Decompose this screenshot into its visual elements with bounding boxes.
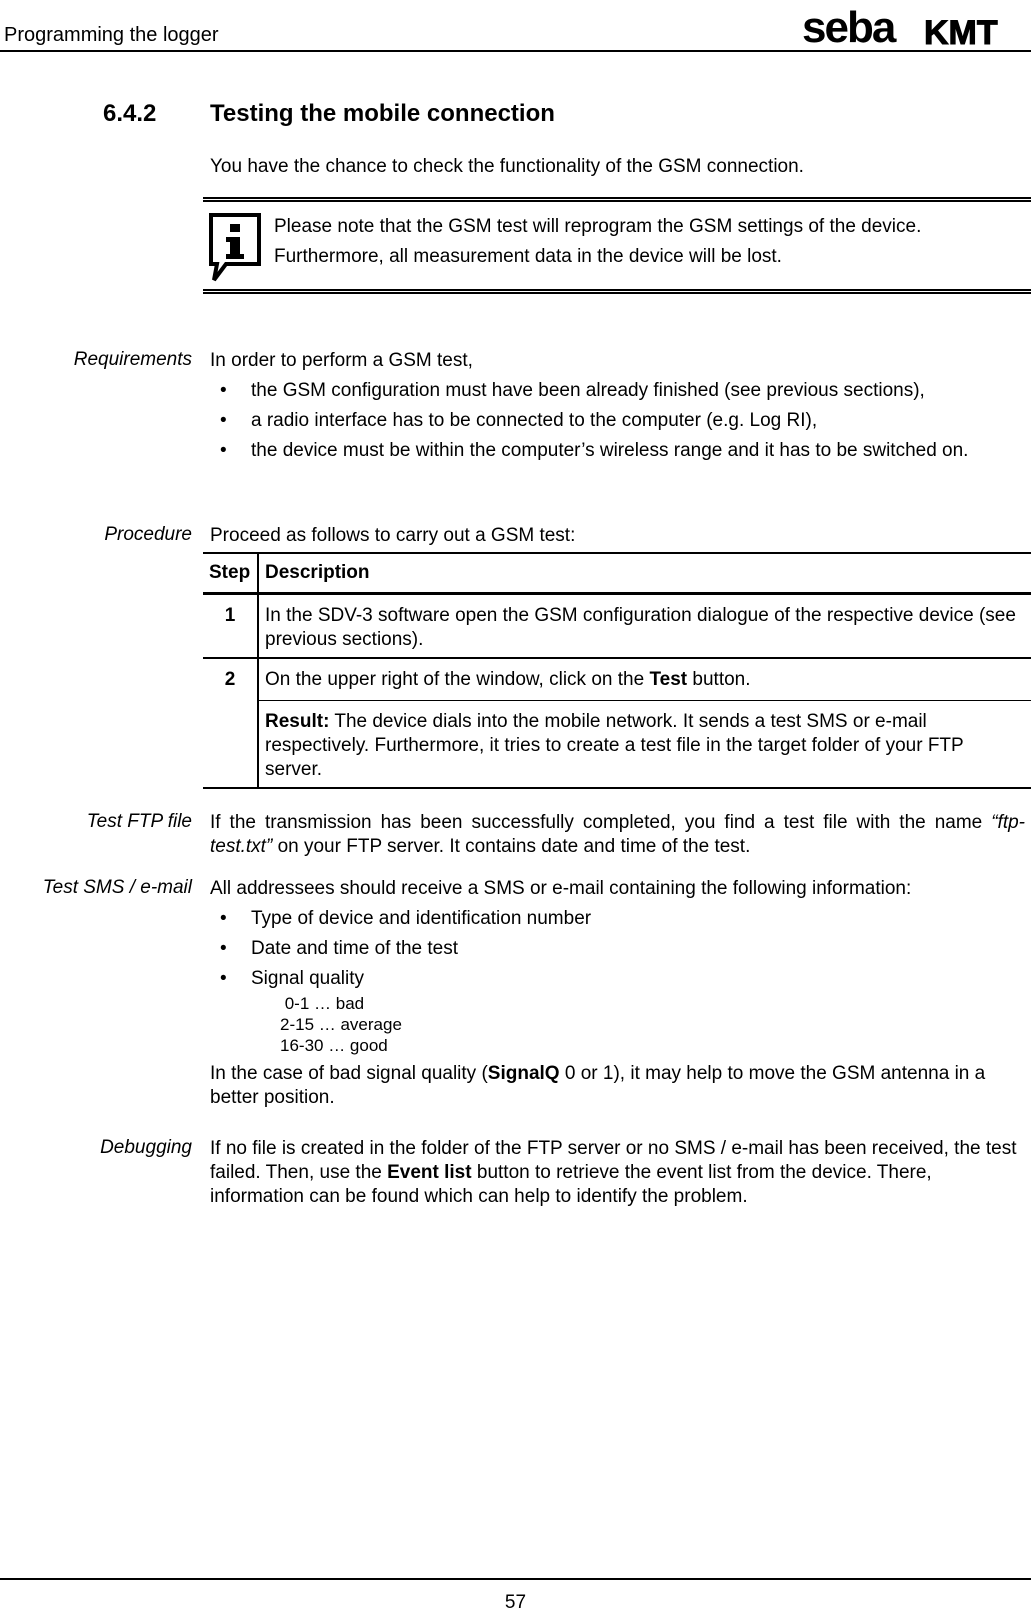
note-line-1: Please note that the GSM test will reprogram the GSM settings of the device. xyxy=(274,216,922,237)
steps-table xyxy=(203,552,1031,789)
note-text xyxy=(274,212,1014,272)
debugging-label: Debugging xyxy=(100,1137,192,1158)
test-ftp-text xyxy=(210,811,1025,859)
procedure-label: Procedure xyxy=(104,524,192,545)
header-divider xyxy=(0,50,1031,52)
requirements-block xyxy=(210,349,1025,469)
signal-note-text: In the case of bad signal quality ( xyxy=(210,1063,488,1084)
debug-text: button to retrieve the event list from the device. There, information can be found which can help to identify the problem. xyxy=(210,1162,932,1207)
signal-quality-average: 2-15 … average xyxy=(280,1015,402,1034)
signal-note xyxy=(210,1062,1025,1110)
column-header-description: Description xyxy=(258,553,1031,594)
logo-text-left: seba xyxy=(802,6,895,50)
ftp-text: on your FTP server. It contains date and time of the test. xyxy=(272,836,751,857)
debug-text: If no file is created in the folder of the FTP server or no SMS / e-mail has been received, the test failed. Then, use the xyxy=(210,1138,1017,1183)
seba-kmt-logo xyxy=(802,6,1024,50)
step-description xyxy=(258,658,1031,701)
info-icon xyxy=(208,212,262,284)
list-item: • Type of device and identification number xyxy=(210,907,1025,931)
step-number: 1 xyxy=(203,594,258,659)
signal-quality-good: 16-30 … good xyxy=(280,1036,388,1055)
note-top-rule xyxy=(203,197,1031,202)
note-line-2: Furthermore, all measurement data in the device will be lost. xyxy=(274,246,782,267)
test-ftp-label: Test FTP file xyxy=(86,811,192,832)
list-item: • the device must be within the computer’s wireless range and it has to be switched on. xyxy=(210,439,1025,463)
signalq-term: SignalQ xyxy=(487,1063,560,1084)
test-sms-block xyxy=(210,877,1025,1110)
event-list-button-ref: Event list xyxy=(387,1162,472,1183)
signal-quality-bad: 0-1 … bad xyxy=(280,994,365,1013)
debugging-text xyxy=(210,1137,1025,1209)
footer-divider xyxy=(0,1578,1031,1580)
section-number: 6.4.2 xyxy=(103,100,157,127)
step-result xyxy=(258,701,1031,789)
header-title: Programming the logger xyxy=(4,24,219,46)
signal-note-text: 0 or 1), it may help to move the GSM antenna in a better position. xyxy=(210,1063,986,1108)
step-text: button. xyxy=(687,669,751,690)
step-text: On the upper right of the window, click on the xyxy=(265,669,650,690)
list-item: • a radio interface has to be connected to the computer (e.g. Log RI), xyxy=(210,409,1025,433)
step-number: 2 xyxy=(203,658,258,788)
column-header-step: Step xyxy=(203,553,258,594)
list-item: • the GSM configuration must have been already finished (see previous sections), xyxy=(210,379,1025,403)
step-description: In the SDV-3 software open the GSM configuration dialogue of the respective device (see previous sections). xyxy=(258,594,1031,659)
requirements-label: Requirements xyxy=(73,349,192,370)
requirements-lead: In order to perform a GSM test, xyxy=(210,350,473,371)
note-bottom-rule xyxy=(203,289,1031,294)
requirements-list xyxy=(210,379,1025,463)
ftp-filename: “ftp-test.txt” xyxy=(210,812,1025,857)
test-button-ref: Test xyxy=(649,669,688,690)
ftp-text: If the transmission has been successfully completed, you find a test file with the name xyxy=(210,812,992,833)
table-header-row xyxy=(203,553,1031,594)
result-text: The device dials into the mobile network. It sends a test SMS or e-mail respectively. Furthermore, it tries to create a test file in the target folder of your FTP server. xyxy=(265,711,964,780)
table-row xyxy=(203,701,1031,789)
sms-list xyxy=(210,907,1025,991)
logo-text-right: KMT xyxy=(924,14,998,50)
section-heading xyxy=(103,100,555,128)
page-number: 57 xyxy=(504,1592,527,1613)
result-label: Result: xyxy=(265,711,330,732)
test-sms-label: Test SMS / e-mail xyxy=(42,877,192,898)
section-title: Testing the mobile connection xyxy=(210,100,555,127)
section-intro: You have the chance to check the functionality of the GSM connection. xyxy=(210,156,804,177)
list-item: • Signal quality xyxy=(210,967,1025,991)
table-row xyxy=(203,658,1031,701)
table-row xyxy=(203,594,1031,659)
list-item: • Date and time of the test xyxy=(210,937,1025,961)
procedure-lead: Proceed as follows to carry out a GSM test: xyxy=(210,525,576,546)
sms-lead: All addressees should receive a SMS or e-mail containing the following information: xyxy=(210,878,912,899)
